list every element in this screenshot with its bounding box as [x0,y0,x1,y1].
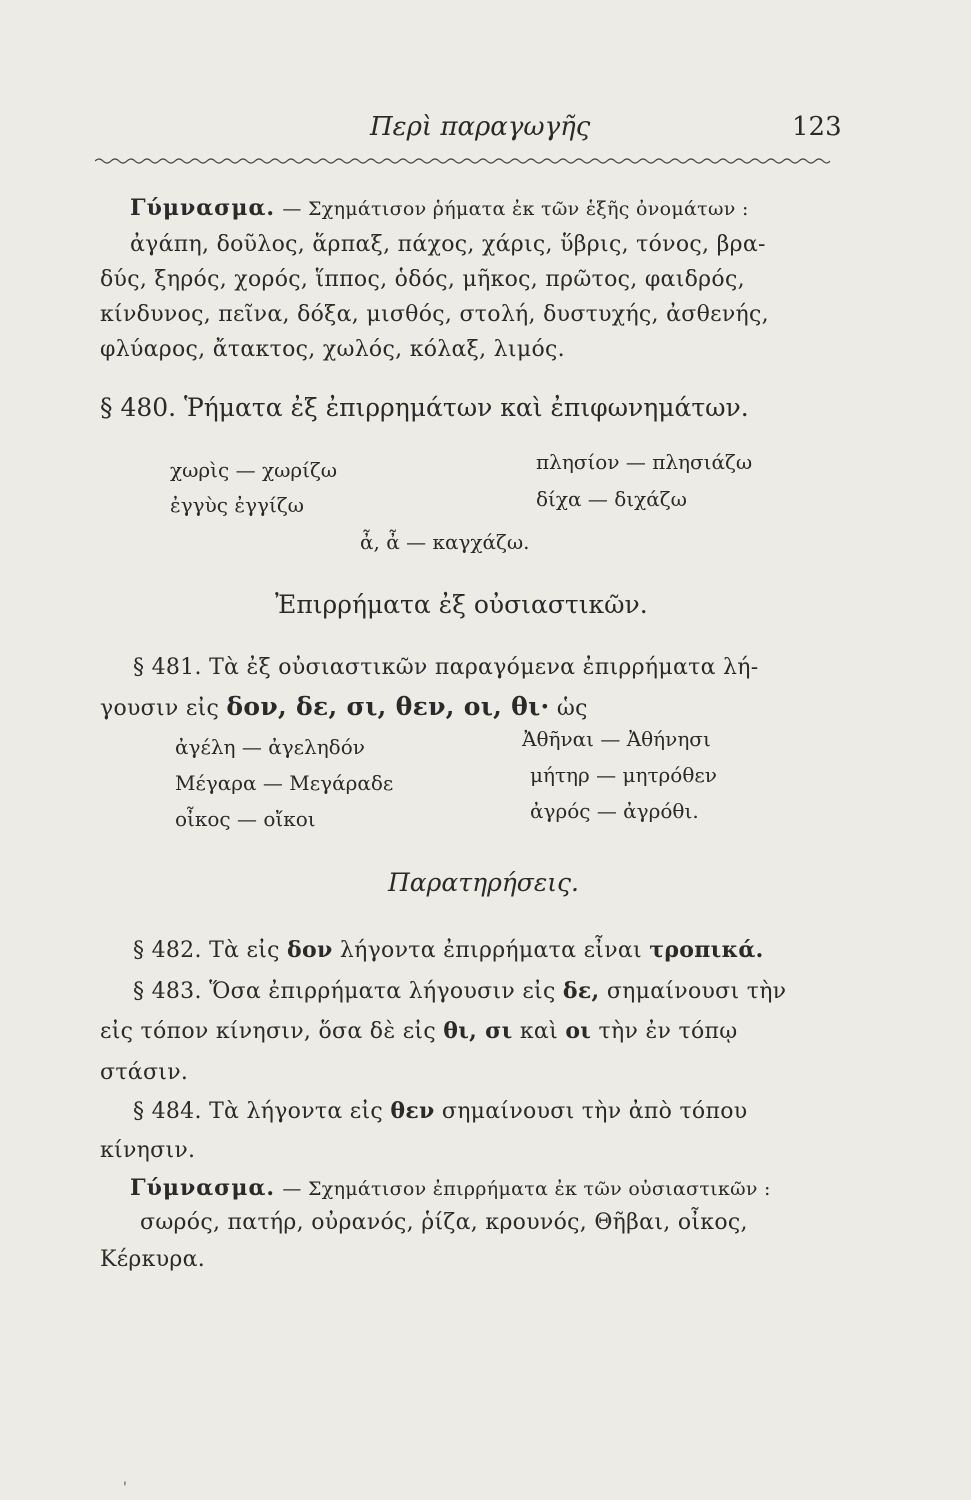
section-483-prefix: § 483. Ὅσα ἐπιρρήματα λήγουσιν εἰς [133,979,556,1004]
subheading-adverbs-from-nouns: Ἐπιρρήματα ἐξ οὐσιαστικῶν. [275,590,648,619]
section-483-bold-ending-oi: οι [565,1018,592,1044]
section-484-prefix: § 484. Τὰ λήγοντα εἰς [133,1099,384,1124]
section-483-line2-suffix: τὴν ἐν τόπῳ [598,1019,738,1044]
exercise1-words-line: κίνδυνος, πεῖνα, δόξα, μισθός, στολή, δυστυχής, ἀσθενής, [100,302,769,327]
exercise1-label: Γύμνασμα. [130,195,276,221]
section-482-line [133,937,764,963]
section-481-example: Ἀθῆναι — Ἀθήνησι [522,727,711,751]
exercise1-words-line: φλύαρος, ἄτακτος, χωλός, κόλαξ, λιμός. [100,337,565,362]
section-481-endings-line [100,692,588,721]
section-480-pair: χωρὶς — χωρίζω [170,458,338,482]
section-480-center-pair: ἆ, ἆ — καγχάζω. [360,530,530,554]
section-483-line2-prefix: εἰς τόπον κίνησιν, ὅσα δὲ εἰς [100,1019,436,1044]
running-title: Περὶ παραγωγῆς [370,112,591,142]
section-482-bold-ending: δον [287,937,333,963]
exercise1-instruction: — Σχημάτισον ῥήματα ἐκ τῶν ἑξῆς ὀνομάτων : [282,198,749,220]
section-484-suffix: σημαίνουσι τὴν ἀπὸ τόπου [441,1099,748,1124]
page-speck: ' [123,1480,127,1496]
section-483-line [133,978,786,1004]
section-481-endings: δον, δε, σι, θεν, οι, θι· [226,692,550,721]
section-483-line [100,1018,738,1044]
exercise2-words-line: Κέρκυρα. [100,1247,206,1272]
section-481-example: Μέγαρα — Μεγάραδε [175,771,394,795]
section-481-example: ἀγέλη — ἀγεληδόν [175,735,365,759]
section-480-heading: § 480. Ῥήματα ἐξ ἐπιρρημάτων καὶ ἐπιφωνημάτων. [100,393,749,422]
exercise2-instruction: — Σχημάτισον ἐπιρρήματα ἐκ τῶν οὐσιαστικῶν : [282,1178,771,1200]
section-484-line [133,1098,747,1124]
section-481-example: ἀγρός — ἀγρόθι. [530,799,699,823]
observations-heading: Παρατηρήσεις. [388,868,579,897]
section-480-pair: ἐγγὺς ἐγγίζω [170,493,304,517]
section-482-prefix: § 482. Τὰ εἰς [133,938,280,963]
exercise1-words-line: δύς, ξηρός, χορός, ἵππος, ὁδός, μῆκος, πρῶτος, φαιδρός, [100,267,745,292]
section-481-example: μήτηρ — μητρόθεν [530,763,717,787]
section-484-line: κίνησιν. [100,1138,196,1163]
page-number: 123 [792,112,842,142]
section-483-suffix: σημαίνουσι τὴν [606,979,787,1004]
header-wavy-rule [95,156,830,166]
section-483-line2-mid: καὶ [519,1019,559,1044]
exercise2-words-line: σωρός, πατήρ, οὐρανός, ῥίζα, κρουνός, Θῆβαι, οἶκος, [140,1210,748,1235]
section-482-bold-term: τροπικά. [649,937,764,963]
exercise1-words-line: ἀγάπη, δοῦλος, ἅρπαξ, πάχος, χάρις, ὕβρις, τόνος, βρα- [130,232,766,257]
section-480-pair: δίχα — διχάζω [536,487,687,511]
exercise2-label: Γύμνασμα. [130,1175,276,1201]
section-481-line: § 481. Τὰ ἐξ οὐσιαστικῶν παραγόμενα ἐπιρρήματα λή- [133,655,759,680]
section-483-line: στάσιν. [100,1060,189,1085]
section-481-line2-suffix: ὡς [556,696,588,721]
section-483-bold-endings: θι, σι [443,1018,513,1044]
exercise1-line [130,195,749,221]
exercise2-line [130,1175,771,1201]
section-483-bold-ending: δε, [562,978,600,1004]
section-484-bold-ending: θεν [390,1098,435,1124]
section-480-pair: πλησίον — πλησιάζω [536,450,753,474]
section-481-example: οἶκος — οἴκοι [175,807,316,831]
section-481-line2-prefix: γουσιν εἰς [100,696,220,721]
section-482-middle: λήγοντα ἐπιρρήματα εἶναι [339,938,642,963]
